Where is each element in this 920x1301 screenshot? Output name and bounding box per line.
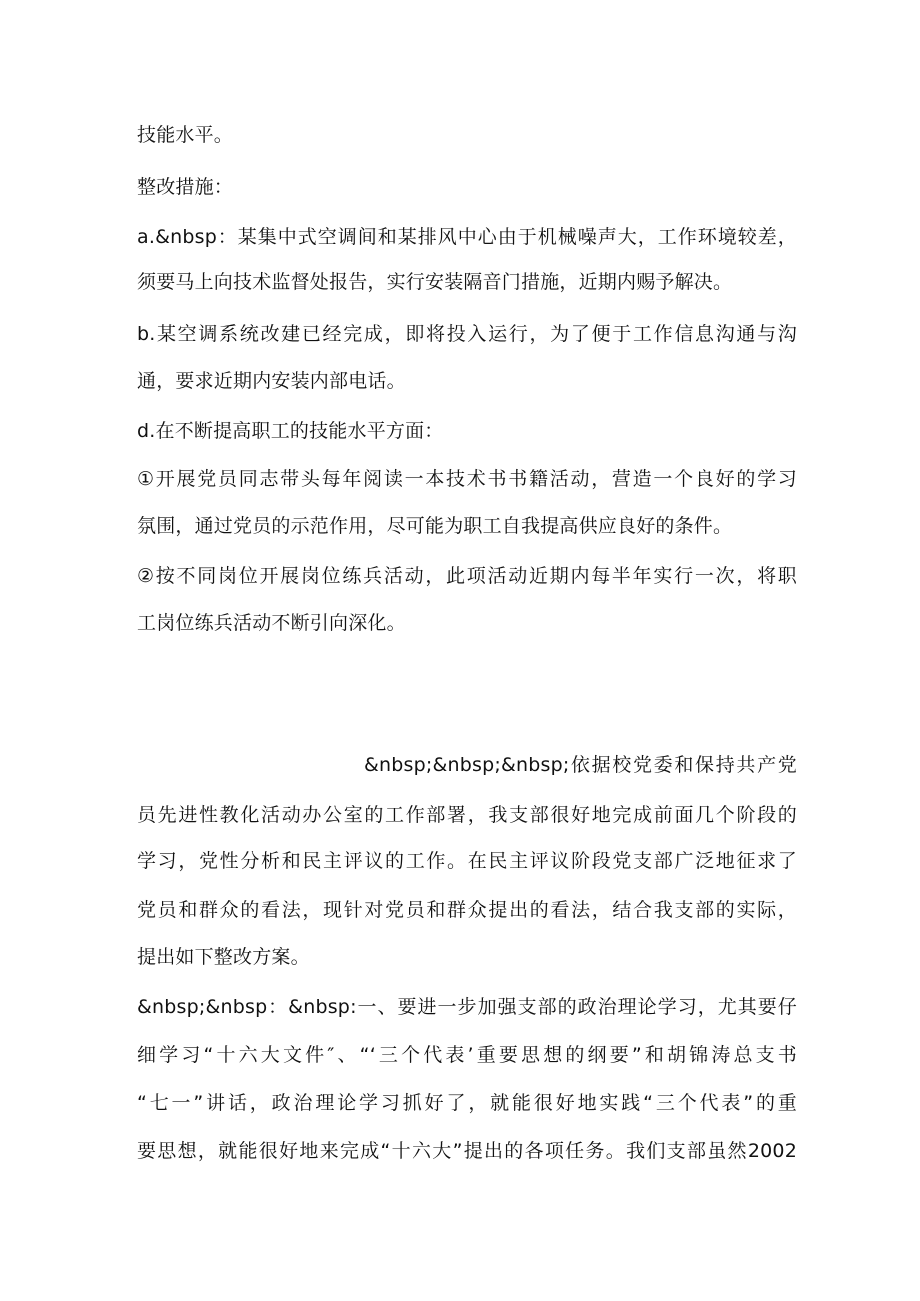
paragraph-2-line-1: &nbsp;&nbsp：&nbsp:一、要进一步加强支部的政治理论学习，尤其要仔 [137,996,797,1018]
sub-item-1-line-1: ①开展党员同志带头每年阅读一本技术书书籍活动，营造一个良好的学习 [137,468,797,490]
paragraph-1-line-4: 党员和群众的看法，现针对党员和群众提出的看法，结合我支部的实际， [137,899,797,921]
paragraph-1-line-1: &nbsp;&nbsp;&nbsp;依据校党委和保持共产党 [364,754,797,776]
item-a-line-1: a.&nbsp：某集中式空调间和某排风中心由于机械噪声大，工作环境较差， [137,226,797,248]
item-a-line-2: 须要马上向技术监督处报告，实行安装隔音门措施，近期内赐予解决。 [137,271,733,293]
text-line-skill-level: 技能水平。 [137,124,234,146]
item-b-line-1: b.某空调系统改建已经完成，即将投入运行，为了便于工作信息沟通与沟 [137,323,797,345]
paragraph-1-line-2: 员先进性教化活动办公室的工作部署，我支部很好地完成前面几个阶段的 [137,804,797,826]
item-d-heading: d.在不断提高职工的技能水平方面： [137,420,444,442]
paragraph-2-line-2: 细学习“十六大文件″、“‘三个代表’重要思想的纲要”和胡锦涛总支书 [137,1044,797,1066]
heading-rectification-measures: 整改措施： [137,176,234,198]
sub-item-2-line-2: 工岗位练兵活动不断引向深化。 [137,612,406,634]
paragraph-2-line-3: “七一”讲话，政治理论学习抓好了，就能很好地实践“三个代表”的重 [137,1092,797,1114]
paragraph-2-line-4: 要思想，就能很好地来完成“十六大”提出的各项任务。我们支部虽然2002 [137,1140,797,1162]
sub-item-1-line-2: 氛围，通过党员的示范作用，尽可能为职工自我提高供应良好的条件。 [137,515,733,537]
paragraph-1-line-5: 提出如下整改方案。 [137,946,310,968]
paragraph-1-line-3: 学习，党性分析和民主评议的工作。在民主评议阶段党支部广泛地征求了 [137,850,797,872]
item-b-line-2: 通，要求近期内安装内部电话。 [137,370,406,392]
sub-item-2-line-1: ②按不同岗位开展岗位练兵活动，此项活动近期内每半年实行一次，将职 [137,565,797,587]
